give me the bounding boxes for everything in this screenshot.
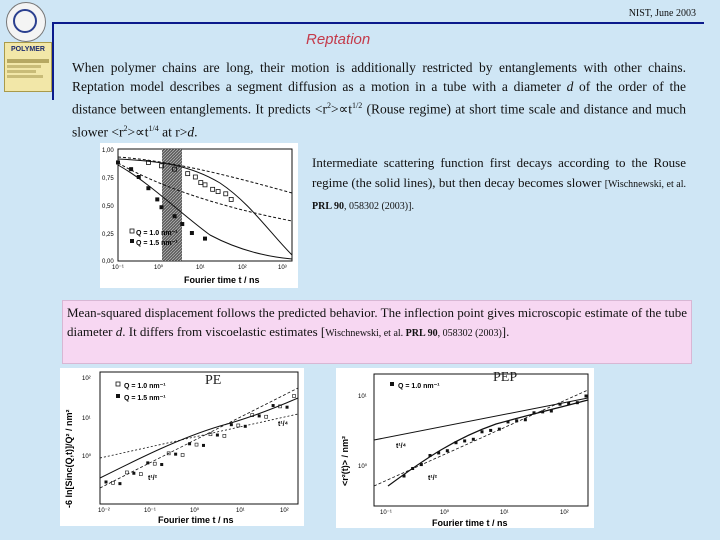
f3-point [472,438,475,441]
f1-ytick: 0,75 [102,176,114,182]
institution-seal-logo [6,2,46,42]
f2-point [139,473,142,476]
f1-point-q1 [199,181,203,185]
f2-ytick: 10⁰ [82,454,92,460]
f3-annotation-quarter: t¹/⁴ [396,443,407,450]
f3-xtick: 10¹ [500,510,509,516]
f1-ytick: 1,00 [102,148,114,154]
f3-annotation-half: t¹/² [428,475,437,482]
header-side-rule [52,22,54,100]
f2-point [181,453,184,456]
f2-ylabel: -6 ln[Sinc(Q,t)]/Q² / nm² [64,409,74,508]
f2-point [132,472,135,475]
f3-point [567,402,570,405]
f1-point-q15 [155,197,159,201]
f1-point-q15 [190,231,194,235]
f1-point-q1 [193,175,197,179]
f3-point [481,430,484,433]
f2-point [188,442,191,445]
f2-xtick: 10⁻² [98,508,110,514]
f1-point-q15 [203,237,207,241]
f2-point [223,434,226,437]
scattering-caption: Intermediate scattering function first decays according to the Rouse regime (the solid lines), but then decay becomes slower [Wischnewski, et al. PRL 90, 058302 (2003)]. [312,155,686,212]
f2-xtick: 10⁻¹ [144,508,156,514]
f2-point [293,395,296,398]
f1-point-q1 [216,190,220,194]
f3-point [420,463,423,466]
f3-point [533,411,536,414]
f1-point-q15 [173,214,177,218]
f3-ytick: 10¹ [358,394,367,400]
f2-xtick: 10² [280,508,289,514]
pep-msd-chart [336,368,594,528]
f2-point [286,406,289,409]
f1-point-q1 [186,172,190,176]
pe-label: PE [205,373,222,388]
scattering-function-chart [100,143,298,288]
f3-point [463,439,466,442]
intro-paragraph: When polymer chains are long, their motion is additionally restricted by entanglements with other chains. Reptation model describes a segment diffusion as a motion in a tube with a diameter d of the order of the distance between entanglements. It predicts $<r^2>\propto t^{1/2}$ (Rouse regime) at short time scale and distance and much slower $<r^2>\propto t^{1/4}$ at r>d. [72,60,686,139]
f2-xtick: 10¹ [236,508,245,514]
f1-point-q15 [129,167,133,171]
f3-legend-1: Q = 1.0 nm⁻¹ [398,383,440,390]
f1-point-q15 [180,222,184,226]
f3-xtick: 10⁰ [440,510,450,516]
polymer-logo-word: POLYMER [11,46,45,53]
f3-point [515,419,518,422]
f2-xtick: 10⁰ [190,508,200,514]
pep-label: PEP [493,370,518,385]
f2-point [111,481,114,484]
f3-point [429,454,432,457]
f2-point [272,404,275,407]
f2-point [146,461,149,464]
f2-point [244,425,247,428]
f1-point-q15 [137,175,141,179]
f3-point [403,475,406,478]
f1-point-q15 [146,186,150,190]
f2-point [230,423,233,426]
f2-ytick: 10¹ [82,416,91,422]
f3-point [576,401,579,404]
msd-caption: Mean-squared displacement follows the predicted behavior. The inflection point gives microscopic estimate of the tube diameter d. It differs from viscoelastic estimates [Wischnewski, et al. PRL 90, 058302 (2003)]. [67,305,687,339]
f2-point [202,444,205,447]
f1-legend-marker-2 [130,239,134,243]
f3-point [411,467,414,470]
f1-legend-marker-1 [130,229,134,233]
f1-xtick: 10⁻¹ [112,265,124,271]
f2-point [265,415,268,418]
f2-point [258,414,261,417]
slide-title: Reptation [306,31,371,48]
f1-ytick: 0,25 [102,232,114,238]
f3-point [498,428,501,431]
f3-xtick: 10⁻¹ [380,510,392,516]
f2-point [160,463,163,466]
f2-legend-2: Q = 1.5 nm⁻¹ [124,395,166,402]
f2-point [195,443,198,446]
f2-annotation-half: t¹/² [148,475,157,482]
f3-point [507,420,510,423]
f2-point [216,434,219,437]
f3-point [550,409,553,412]
f1-point-q15 [116,160,120,164]
f3-point [559,403,562,406]
f2-point [153,462,156,465]
f1-xtick: 10³ [278,265,287,271]
f1-xtick: 10¹ [196,265,205,271]
f2-point [105,481,108,484]
f2-legend-1: Q = 1.0 nm⁻¹ [124,383,166,390]
f1-legend-2: Q = 1.5 nm⁻¹ [136,240,178,247]
header-rule [52,22,704,24]
f3-point [541,410,544,413]
f1-xtick: 10² [238,265,247,271]
f2-xlabel: Fourier time t / ns [158,515,234,525]
f3-xtick: 10² [560,510,569,516]
f3-point [585,395,588,398]
f2-point [118,482,121,485]
f1-point-q1 [211,187,215,191]
f3-point [437,451,440,454]
f3-ylabel: <r²(t)> / nm² [340,435,350,486]
f1-point-q1 [224,192,228,196]
f3-ytick: 10⁰ [358,464,368,470]
f3-point [446,449,449,452]
f3-point [524,418,527,421]
f2-ytick: 10² [82,376,91,382]
polymer-logo [4,42,52,92]
f1-legend-1: Q = 1.0 nm⁻¹ [136,230,178,237]
f3-xlabel: Fourier time t / ns [432,518,508,528]
header-note: NIST, June 2003 [628,8,696,19]
f1-point-q15 [160,205,164,209]
f3-point [455,441,458,444]
f1-xlabel: Fourier time t / ns [184,275,260,285]
f3-legend-marker-1 [390,382,394,386]
f2-legend-marker-2 [116,394,120,398]
f1-xtick: 10⁰ [154,265,164,271]
f2-annotation-quarter: t¹/⁴ [278,421,289,428]
f2-point [174,453,177,456]
f1-ytick: 0,50 [102,204,114,210]
f1-point-q1 [229,197,233,201]
msd-caption-box [62,300,692,364]
f1-point-q1 [203,183,207,187]
polymer-logo-subtext [7,57,49,80]
f1-ytick: 0,00 [102,259,114,265]
f2-legend-marker-1 [116,382,120,386]
pe-msd-chart [60,368,304,526]
f3-point [489,429,492,432]
f2-point [237,424,240,427]
